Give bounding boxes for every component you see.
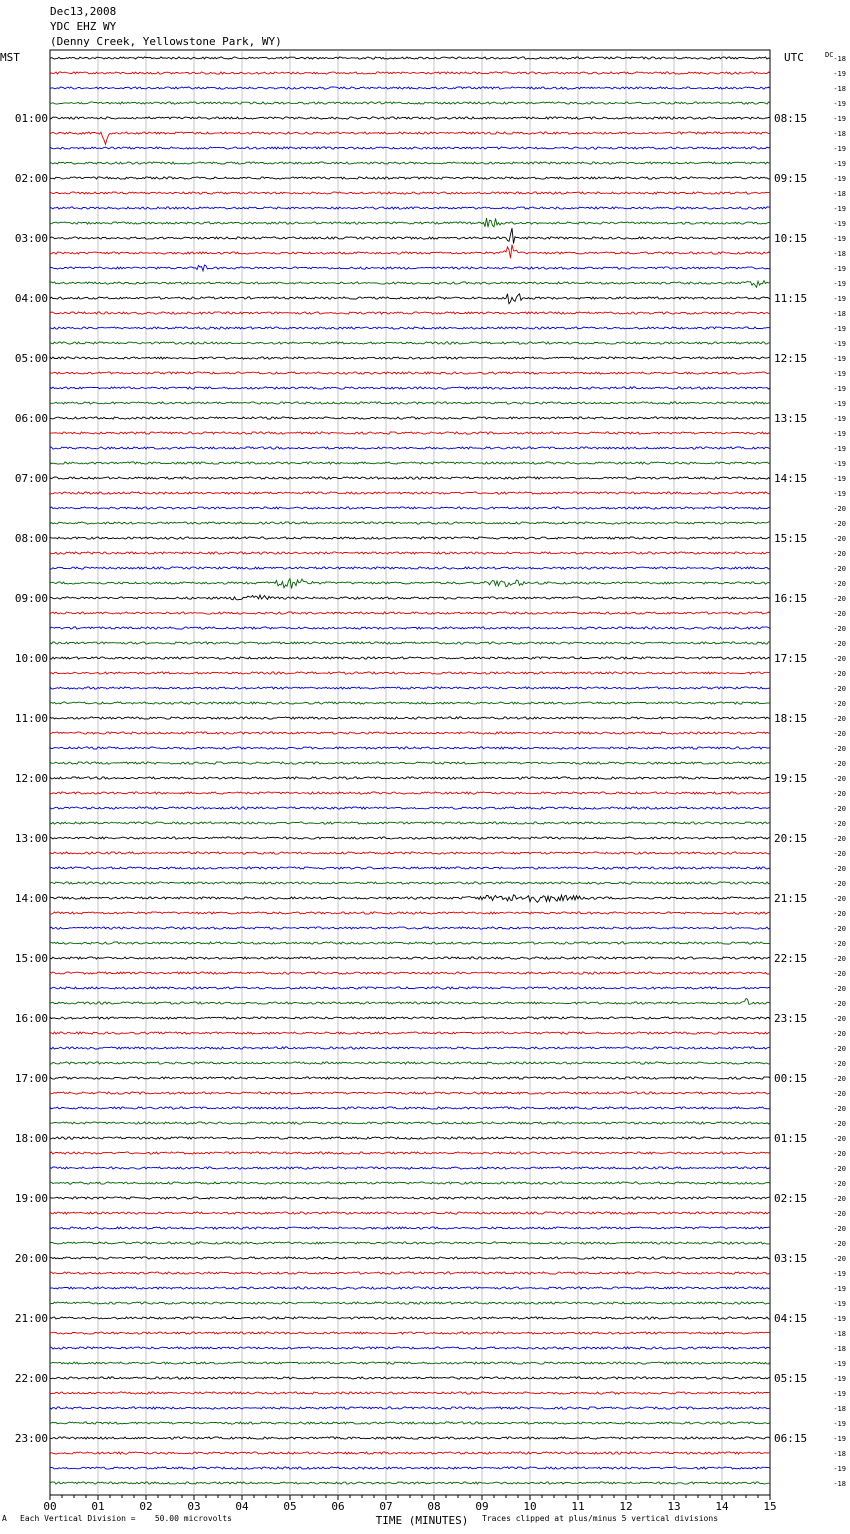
trace-row [50,1122,770,1124]
clip-note: Traces clipped at plus/minus 5 vertical divisions [482,1514,719,1523]
dc-offset-label: -20 [833,550,846,558]
hour-label-right: 08:15 [774,112,808,125]
dc-offset-label: -18 [833,310,846,318]
dc-offset-label: -19 [833,280,846,288]
dc-offset-label: -20 [833,1135,846,1143]
dc-offset-label: -20 [833,1120,846,1128]
hour-label-right: 13:15 [774,412,808,425]
x-tick-label: 04 [235,1500,249,1513]
trace-row [50,117,770,119]
x-tick-label: 06 [331,1500,345,1513]
hour-label-left: 10:00 [14,652,48,665]
dc-offset-label: -20 [833,850,846,858]
dc-offset-label: -19 [833,460,846,468]
hour-label-left: 02:00 [14,172,48,185]
hour-label-right: 10:15 [774,232,808,245]
trace-row [50,294,770,304]
trace-row [50,579,770,589]
dc-offset-label: -20 [833,865,846,873]
trace-row [50,837,770,839]
trace-row [50,999,770,1005]
dc-offset-label: -20 [833,700,846,708]
plot-date: Dec13,2008 [50,5,117,18]
dc-offset-label: -20 [833,1210,846,1218]
trace-row [50,957,770,959]
trace-row [50,1407,770,1409]
dc-offset-label: -19 [833,325,846,333]
hour-label-right: 15:15 [774,532,808,545]
trace-row [50,627,770,629]
dc-offset-label: -19 [833,220,846,228]
trace-row [50,687,770,689]
trace-row [50,147,770,149]
dc-offset-label: -19 [833,385,846,393]
hour-label-right: 18:15 [774,712,808,725]
scale-note: Each Vertical Division = 50.00 microvolts [20,1514,232,1523]
hour-label-right: 20:15 [774,832,808,845]
trace-row [50,1137,770,1139]
dc-offset-label: -20 [833,1045,846,1053]
hour-label-left: 20:00 [14,1252,48,1265]
dc-offset-label: -20 [833,670,846,678]
dc-offset-label: -19 [833,1315,846,1323]
trace-row [50,245,770,259]
x-tick-label: 01 [91,1500,105,1513]
trace-row [50,822,770,824]
x-tick-label: 05 [283,1500,297,1513]
trace-row [50,867,770,869]
hour-label-right: 21:15 [774,892,808,905]
dc-offset-label: -18 [833,130,846,138]
trace-row [50,218,770,227]
dc-offset-label: -20 [833,775,846,783]
dc-offset-label: -20 [833,940,846,948]
trace-row [50,1377,770,1379]
trace-row [50,1062,770,1064]
trace-row [50,1452,770,1454]
dc-offset-label: -20 [833,1150,846,1158]
dc-offset-label: -19 [833,1360,846,1368]
trace-row [50,447,770,449]
dc-offset-label: -20 [833,1060,846,1068]
trace-row [50,372,770,374]
dc-offset-label: -20 [833,1255,846,1263]
dc-offset-label: -19 [833,295,846,303]
dc-offset-label: -18 [833,250,846,258]
trace-row [50,1332,770,1334]
footer-mark: A [2,1514,7,1523]
trace-row [50,1257,770,1259]
trace-row [50,207,770,209]
trace-row [50,1182,770,1184]
x-tick-label: 07 [379,1500,393,1513]
trace-row [50,402,770,404]
x-tick-label: 11 [571,1500,585,1513]
dc-offset-label: -19 [833,1285,846,1293]
trace-row [50,492,770,494]
trace-row [50,265,770,271]
dc-offset-label: -18 [833,1450,846,1458]
dc-offset-label: -19 [833,100,846,108]
dc-offset-label: -20 [833,655,846,663]
trace-row [50,1107,770,1109]
dc-offset-label: -20 [833,1000,846,1008]
hour-label-right: 12:15 [774,352,808,365]
trace-row [50,102,770,104]
dc-offset-label: -19 [833,1300,846,1308]
trace-row [50,1437,770,1439]
hour-label-left: 18:00 [14,1132,48,1145]
trace-row [50,162,770,164]
trace-row [50,72,770,74]
hour-label-left: 19:00 [14,1192,48,1205]
dc-offset-label: -19 [833,430,846,438]
x-tick-label: 08 [427,1500,441,1513]
x-tick-label: 00 [43,1500,57,1513]
trace-row [50,642,770,644]
trace-row [50,432,770,434]
dc-offset-label: -20 [833,685,846,693]
dc-offset-label: -19 [833,1465,846,1473]
dc-offset-label: -20 [833,985,846,993]
dc-offset-label: -19 [833,445,846,453]
hour-label-left: 15:00 [14,952,48,965]
dc-offset-label: -18 [833,1405,846,1413]
trace-row [50,1347,770,1349]
x-tick-label: 12 [619,1500,633,1513]
dc-offset-label: -20 [833,505,846,513]
trace-row [50,1317,770,1319]
x-tick-label: 02 [139,1500,153,1513]
station-code: YDC EHZ WY [50,20,117,33]
dc-offset-label: -20 [833,625,846,633]
dc-offset-label: -20 [833,1180,846,1188]
hour-label-right: 22:15 [774,952,808,965]
trace-row [50,312,770,314]
dc-offset-label: -19 [833,1420,846,1428]
dc-offset-label: -19 [833,1270,846,1278]
dc-offset-label: -19 [833,370,846,378]
dc-offset-label: -19 [833,475,846,483]
trace-row [50,552,770,554]
x-tick-label: 09 [475,1500,489,1513]
dc-offset-label: -19 [833,175,846,183]
dc-offset-label: -20 [833,610,846,618]
hour-label-left: 08:00 [14,532,48,545]
right-zone-label: UTC [784,51,804,64]
hour-label-right: 00:15 [774,1072,808,1085]
x-tick-label: 14 [715,1500,729,1513]
trace-row [50,792,770,794]
trace-row [50,132,770,144]
dc-offset-label: -20 [833,565,846,573]
trace-row [50,762,770,764]
trace-row [50,895,770,903]
dc-offset-label: -20 [833,745,846,753]
dc-offset-label: -20 [833,970,846,978]
trace-row [50,1047,770,1049]
dc-offset-label: -20 [833,1075,846,1083]
hour-label-right: 03:15 [774,1252,808,1265]
dc-offset-label: -20 [833,925,846,933]
hour-label-left: 01:00 [14,112,48,125]
trace-row [50,57,770,59]
hour-label-right: 04:15 [774,1312,808,1325]
dc-offset-label: -20 [833,640,846,648]
trace-row [50,87,770,89]
trace-row [50,357,770,359]
dc-offset-label: -19 [833,1390,846,1398]
dc-offset-label: -18 [833,1330,846,1338]
dc-offset-label: -18 [833,1480,846,1488]
hour-label-left: 14:00 [14,892,48,905]
hour-label-left: 16:00 [14,1012,48,1025]
dc-offset-label: -20 [833,955,846,963]
dc-offset-label: -19 [833,415,846,423]
trace-row [50,612,770,614]
dc-offset-label: -20 [833,880,846,888]
hour-label-left: 22:00 [14,1372,48,1385]
x-tick-label: 03 [187,1500,201,1513]
dc-offset-label: -19 [833,160,846,168]
trace-row [50,462,770,464]
trace-row [50,1227,770,1229]
trace-row [50,387,770,389]
trace-row [50,1167,770,1169]
dc-offset-label: -19 [833,490,846,498]
hour-label-right: 05:15 [774,1372,808,1385]
dc-label: DC [825,51,834,59]
trace-row [50,1272,770,1274]
dc-offset-label: -20 [833,1195,846,1203]
dc-offset-label: -20 [833,1015,846,1023]
trace-row [50,595,770,600]
dc-offset-label: -20 [833,895,846,903]
hour-label-right: 23:15 [774,1012,808,1025]
trace-row [50,657,770,659]
trace-row [50,1017,770,1019]
hour-label-right: 19:15 [774,772,808,785]
dc-offset-label: -19 [833,265,846,273]
trace-row [50,732,770,734]
trace-row [50,972,770,974]
trace-row [50,942,770,944]
hour-label-left: 05:00 [14,352,48,365]
x-tick-label: 15 [763,1500,777,1513]
trace-row [50,987,770,989]
dc-offset-label: -19 [833,340,846,348]
trace-row [50,777,770,779]
trace-row [50,177,770,179]
dc-offset-label: -20 [833,820,846,828]
trace-row [50,567,770,569]
dc-offset-label: -19 [833,70,846,78]
trace-row [50,852,770,854]
trace-row [50,1362,770,1364]
dc-offset-label: -20 [833,535,846,543]
x-axis-title: TIME (MINUTES) [375,1514,469,1527]
hour-label-left: 23:00 [14,1432,48,1445]
hour-label-left: 06:00 [14,412,48,425]
hour-label-right: 16:15 [774,592,808,605]
trace-row [50,1287,770,1289]
dc-offset-label: -20 [833,790,846,798]
trace-row [50,477,770,479]
hour-label-left: 11:00 [14,712,48,725]
hour-label-right: 11:15 [774,292,808,305]
trace-row [50,281,770,288]
trace-row [50,747,770,749]
station-location: (Denny Creek, Yellowstone Park, WY) [50,35,282,48]
trace-row [50,1152,770,1154]
hour-label-left: 09:00 [14,592,48,605]
dc-offset-label: -20 [833,595,846,603]
hour-label-left: 17:00 [14,1072,48,1085]
trace-row [50,1302,770,1304]
x-tick-label: 10 [523,1500,537,1513]
dc-offset-label: -20 [833,1240,846,1248]
hour-label-left: 07:00 [14,472,48,485]
hour-label-left: 12:00 [14,772,48,785]
trace-row [50,417,770,419]
trace-row [50,1212,770,1214]
dc-offset-label: -20 [833,730,846,738]
dc-offset-label: -19 [833,145,846,153]
dc-offset-label: -18 [833,85,846,93]
trace-row [50,1197,770,1199]
trace-row [50,1092,770,1094]
trace-row [50,507,770,509]
dc-offset-label: -18 [833,55,846,63]
hour-label-right: 17:15 [774,652,808,665]
dc-offset-label: -20 [833,760,846,768]
left-zone-label: MST [0,51,20,64]
hour-label-right: 02:15 [774,1192,808,1205]
trace-row [50,522,770,524]
dc-offset-label: -18 [833,1345,846,1353]
trace-row [50,228,770,243]
dc-offset-label: -20 [833,910,846,918]
dc-offset-label: -19 [833,400,846,408]
trace-row [50,537,770,539]
dc-offset-label: -19 [833,205,846,213]
dc-offset-label: -20 [833,715,846,723]
trace-row [50,1077,770,1079]
hour-label-left: 03:00 [14,232,48,245]
trace-row [50,717,770,719]
dc-offset-label: -18 [833,190,846,198]
hour-label-right: 01:15 [774,1132,808,1145]
trace-row [50,672,770,674]
dc-offset-label: -20 [833,1090,846,1098]
hour-label-right: 09:15 [774,172,808,185]
trace-row [50,342,770,344]
trace-row [50,1422,770,1424]
trace-row [50,1242,770,1244]
dc-offset-label: -19 [833,115,846,123]
trace-row [50,927,770,929]
trace-row [50,702,770,704]
hour-label-left: 21:00 [14,1312,48,1325]
dc-offset-label: -20 [833,1225,846,1233]
x-tick-label: 13 [667,1500,681,1513]
trace-row [50,1032,770,1034]
hour-label-left: 13:00 [14,832,48,845]
trace-row [50,1467,770,1469]
dc-offset-label: -19 [833,355,846,363]
trace-row [50,807,770,809]
trace-row [50,327,770,329]
dc-offset-label: -20 [833,835,846,843]
dc-offset-label: -20 [833,580,846,588]
dc-offset-label: -20 [833,1165,846,1173]
hour-label-right: 06:15 [774,1432,808,1445]
trace-row [50,1392,770,1394]
trace-row [50,912,770,914]
hour-label-right: 14:15 [774,472,808,485]
trace-row [50,1482,770,1484]
hour-label-left: 04:00 [14,292,48,305]
trace-row [50,192,770,194]
dc-offset-label: -20 [833,805,846,813]
trace-row [50,882,770,884]
dc-offset-label: -20 [833,1030,846,1038]
dc-offset-label: -20 [833,520,846,528]
dc-offset-label: -20 [833,1105,846,1113]
dc-offset-label: -19 [833,1375,846,1383]
dc-offset-label: -19 [833,235,846,243]
dc-offset-label: -19 [833,1435,846,1443]
